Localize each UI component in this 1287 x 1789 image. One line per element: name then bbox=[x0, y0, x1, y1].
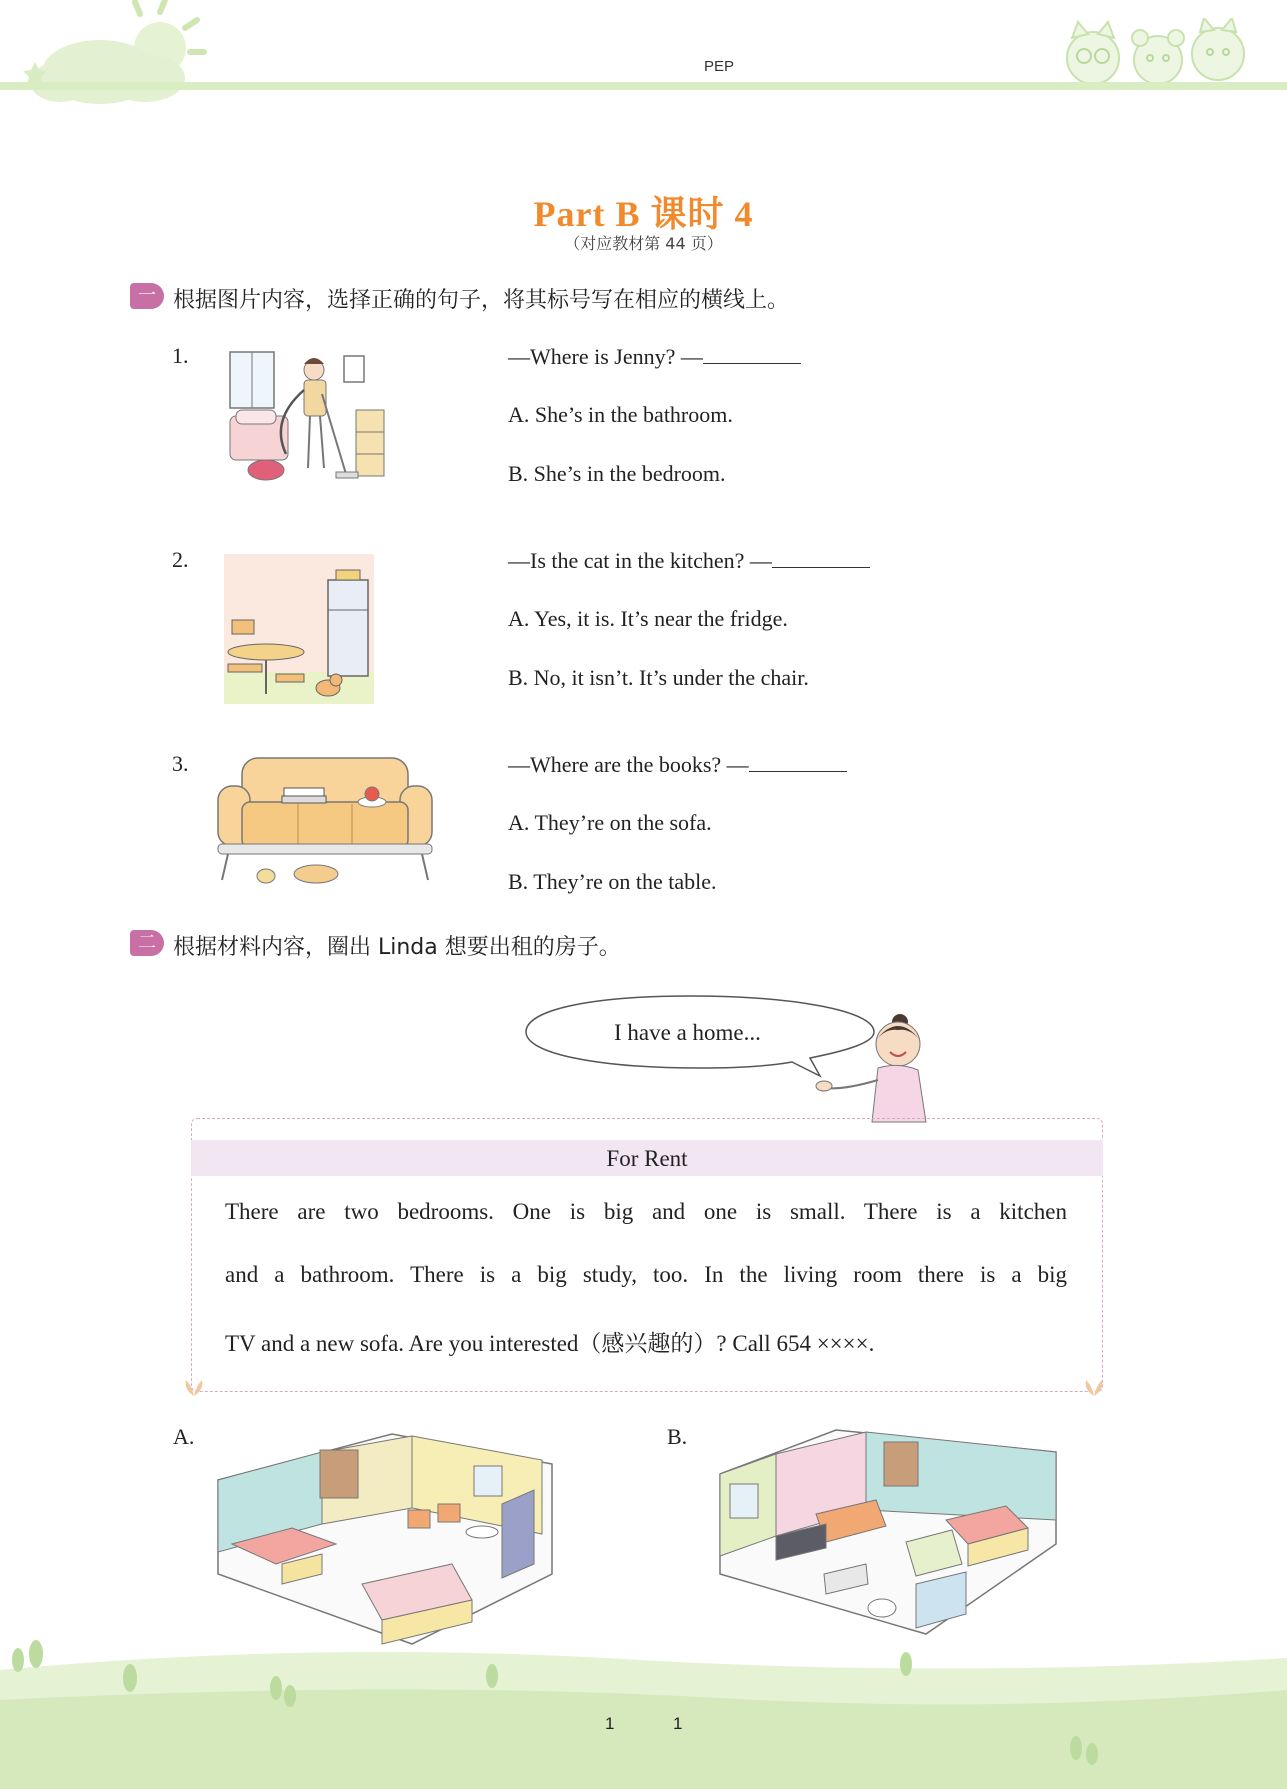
question-1-prompt: —Where is Jenny? — bbox=[508, 343, 801, 370]
house-option-b-label: B. bbox=[667, 1424, 688, 1449]
question-3-answer-blank[interactable] bbox=[749, 751, 847, 772]
for-rent-title: For Rent bbox=[606, 1146, 688, 1171]
series-label: PEP bbox=[704, 58, 735, 75]
speech-bubble-text: I have a home... bbox=[614, 1020, 761, 1045]
bedroom-girl-vacuum-illustration bbox=[226, 350, 386, 490]
question-2-option-a: A. Yes, it is. It’s near the fridge. bbox=[508, 606, 788, 631]
house-b-floorplan-illustration[interactable] bbox=[716, 1424, 1060, 1648]
sofa-books-cat-illustration bbox=[212, 752, 438, 888]
section-2-badge: 二 bbox=[130, 930, 164, 956]
section-2-instruction: 根据材料内容，圈出 Linda 想要出租的房子。 bbox=[173, 935, 621, 960]
header-rule bbox=[0, 82, 1287, 90]
question-3-number: 3. bbox=[172, 751, 189, 776]
page-number-left: 1 bbox=[605, 1714, 615, 1733]
page-title: Part B 课时 4 bbox=[533, 194, 754, 234]
kitchen-cat-fridge-illustration bbox=[224, 554, 374, 704]
question-3-option-b: B. They’re on the table. bbox=[508, 869, 717, 894]
page-number-right: 1 bbox=[673, 1714, 683, 1733]
question-2-prompt: —Is the cat in the kitchen? — bbox=[508, 547, 870, 574]
for-rent-line: TV and a new sofa. Are you interested（感兴趣的）? Call 654 ××××. bbox=[225, 1331, 875, 1356]
question-1-option-b: B. She’s in the bedroom. bbox=[508, 461, 726, 486]
question-2-answer-blank[interactable] bbox=[772, 547, 870, 568]
question-2-option-b: B. No, it isn’t. It’s under the chair. bbox=[508, 665, 809, 690]
question-2-number: 2. bbox=[172, 547, 189, 572]
question-3-option-a: A. They’re on the sofa. bbox=[508, 810, 712, 835]
leaf-left-decoration bbox=[182, 1378, 206, 1398]
question-1-option-a: A. She’s in the bathroom. bbox=[508, 402, 733, 427]
section-1-badge: 一 bbox=[130, 283, 164, 309]
house-a-floorplan-illustration[interactable] bbox=[212, 1424, 556, 1652]
leaf-right-decoration bbox=[1082, 1378, 1106, 1398]
page-subtitle: （对应教材第 44 页） bbox=[564, 234, 723, 253]
question-1-answer-blank[interactable] bbox=[703, 343, 801, 364]
section-1-instruction: 根据图片内容，选择正确的句子，将其标号写在相应的横线上。 bbox=[173, 288, 790, 313]
house-option-a-label: A. bbox=[173, 1424, 195, 1449]
question-1-number: 1. bbox=[172, 343, 189, 368]
question-3-prompt: —Where are the books? — bbox=[508, 751, 847, 778]
header-sun-cloud-decoration bbox=[0, 0, 220, 120]
for-rent-line: There are two bedrooms. One is big and one is small. There is a kitchen bbox=[225, 1199, 1067, 1224]
footer-hills-decoration bbox=[0, 1630, 1287, 1789]
header-animals-decoration bbox=[1058, 18, 1258, 88]
linda-girl-illustration bbox=[814, 1006, 944, 1126]
for-rent-line: and a bathroom. There is a big study, too. In the living room there is a big bbox=[225, 1262, 1067, 1287]
